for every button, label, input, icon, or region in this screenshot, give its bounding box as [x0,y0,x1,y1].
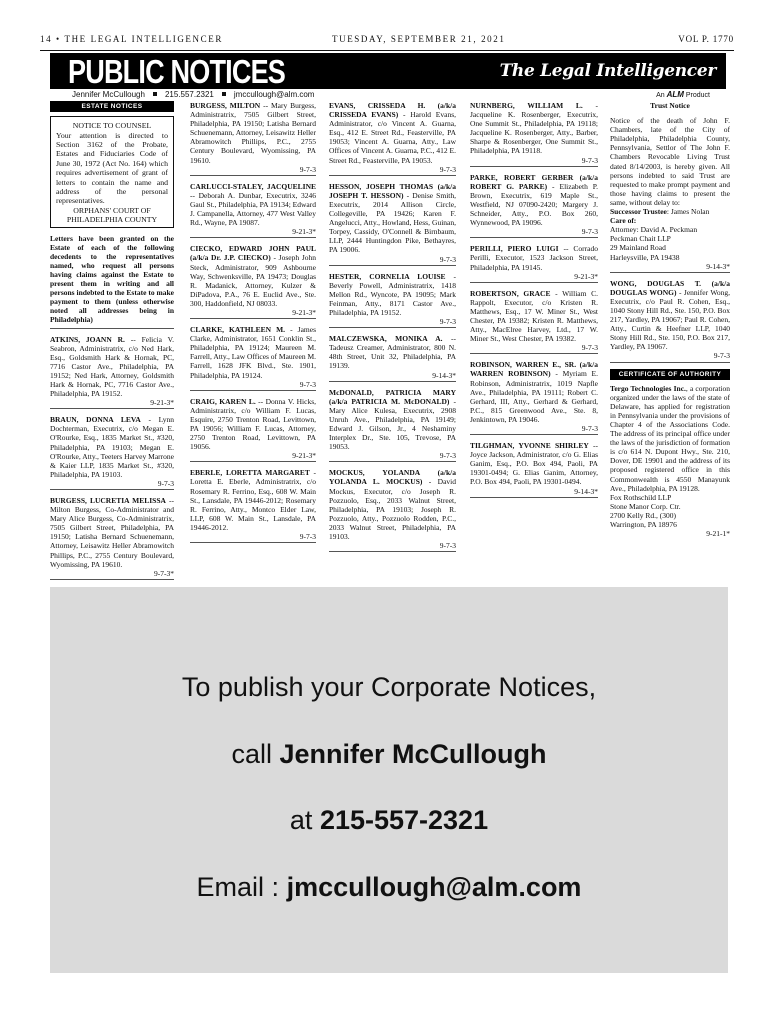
firm-line: Stone Manor Corp. Ctr. [610,501,681,511]
notice-code: 9-7-3 [581,343,598,353]
square-bullet-icon [153,92,157,96]
attorney-line: Peckman Chait LLP [610,234,671,244]
trust-notice-title: Trust Notice [650,101,690,110]
estate-notice: BURGESS, LUCRETIA MELISSA -- Milton Burgess, Co-Administrator and Mary Alice Burgess, Co-Administratrix, 7505 Gilbert Street, Philadelphia, PA 19150; Latisha Bernard Schuenemann, Attorney, Leisawitz Heller Abramowitch Phillips, P.C., 2755 Century Boulevard, Wyomissing, PA 19610. 9-7-3* [50,496,174,580]
column-4 [470,101,598,504]
decedent-name: CARLUCCI-STALEY, JACQUELINE [190,181,316,191]
decedent-name: WONG, DOUGLAS T. (a/k/a DOUGLAS WONG) [610,278,730,297]
decedent-name: ROBERTSON, GRACE [470,288,551,298]
notice-code: 9-7-3 [581,227,598,237]
page-folio: 14 • THE LEGAL INTELLIGENCER [40,34,223,44]
column-2 [190,101,316,549]
decedent-name: MALCZEWSKA, MONIKA A. [329,334,443,344]
estate-notice: WONG, DOUGLAS T. (a/k/a DOUGLAS WONG) - Jennifer Wong, Executrix, c/o Paul R. Cohen, Esq., 1040 Stony Hill Rd., Ste. 150, P.O. Box 217, Yardley, PA 19067; Paul R. Cohen, Atty., Curtin & Heefner LLP, 1040 Stony Hill Rd., Ste. 150, P.O. Box 217, Yardley, PA 19067. 9-7-3 [610,279,730,363]
square-bullet-icon [222,92,226,96]
decedent-name: EVANS, CRISSEDA H. (a/k/a CRISSEDA EVANS) [329,101,456,120]
box-body: Your attention is directed to Section 3162 of the Probate, Estates and Fiduciaries Code of June 30, 1972 (Act No. 164) which requires advertisement of grant of letters to contain the name and address of the personal representatives. [56,130,168,206]
decedent-name: BURGESS, LUCRETIA MELISSA [50,496,166,505]
ad-line-2: call Jennifer McCullough [231,739,547,769]
estate-notice: BURGESS, MILTON -- Mary Burgess, Administratrix, 7505 Gilbert Street, Philadelphia, PA 19150; Latisha Bernard Schuenemann, Attorney, Leisawitz Heller Abramowitch Phillips, P.C., 2755 Century Boulevard, Wyomissing, PA 19610. 9-7-3 [190,101,316,176]
notice-code: 9-21-3* [292,451,316,461]
notice-code: 9-7-3 [157,478,174,488]
ad-line-3: at 215-557-2321 [289,805,489,835]
issue-date: TUESDAY, SEPTEMBER 21, 2021 [332,34,506,44]
notice-code: 9-7-3 [439,317,456,327]
firm-line: 2700 Kelly Rd., (300) [610,510,677,520]
letters-intro: Letters have been granted on the Estate of each of the following decedents to the representatives named, who request all persons having claims against the Estate to present them in writing and all persons indebted to the Estate to make payment to them (unless otherwise noted all addresses being in Philadelphia) [50,234,174,329]
legal-intelligencer-logo: The Legal Intelligencer [499,61,716,81]
notice-code: 9-7-3 [439,164,456,174]
decedent-name: McDONALD, PATRICIA MARY (a/k/a PATRICIA M. McDONALD) [329,387,456,406]
contact-line [72,90,314,99]
decedent-name: CIECKO, EDWARD JOHN PAUL (a/k/a Dr. J.P. CIECKO) [190,244,316,263]
estate-notice: MOCKUS, YOLANDA (a/k/a YOLANDA L. MOCKUS) - David Mockus, Executor, c/o Joseph R. Pozzuolo, Esq., 2033 Walnut Street, Philadelphia, PA 19103; Joseph R. Pozzuolo, Atty., Pozzuolo Rodden, P.C., 2033 Walnut Street, Philadelphia, PA 19103. 9-7-3 [329,468,456,552]
decedent-name: ATKINS, JOANN R. [50,334,125,344]
estate-notice: HESTER, CORNELIA LOUISE - Beverly Powell, Administratrix, 1418 Mellon Rd., Wyncote, PA 19095; Mark Feinman, Atty., 8171 Castor Ave., Philadelphia, PA 19152. 9-7-3 [329,272,456,329]
estate-notice: BRAUN, DONNA LEVA - Lynn Dochterman, Executrix, c/o Megan E. O'Rourke, Esq., 1835 Market St., #320, Philadelphia, PA 19103; Megan E. O'Rourke, Atty., Teeters Harvey Marrone & Kaier LLP, 1835 Market St., #320, Philadelphia, PA 19103. 9-7-3 [50,415,174,490]
attorney-line: 29 Mainland Road [610,243,666,253]
decedent-name: BRAUN, DONNA LEVA [50,415,141,425]
ad-line-4: Email : jmccullough@alm.com [196,872,582,902]
estate-notice: ROBINSON, WARREN E., SR. (a/k/a WARREN ROBINSON) - Myriam E. Robinson, Administratrix, 1019 Napfle Ave., Philadelphia, PA 19111; Robert C. Gerhard, III, Atty., Gerhard & Gerhard, P.C., 815 Greenwood Ave., Ste. 8, Jenkintown, PA 19046. 9-7-3 [470,360,598,435]
decedent-name: PARKE, ROBERT GERBER (a/k/a ROBERT G. PARKE) [470,172,598,191]
page-header-line [40,34,734,51]
notice-code: 9-21-3* [292,307,316,317]
notice-code: 9-21-3* [574,271,598,281]
estate-notice: PARKE, ROBERT GERBER (a/k/a ROBERT G. PARKE) - Elizabeth P. Brown, Executrix, 619 Maple St., Westfield, NJ 07090-2420; Margery J. Schneider, Atty., P.O. Box 260, Wynnewood, PA 19096. 9-7-3 [470,173,598,239]
estate-notice: CIECKO, EDWARD JOHN PAUL (a/k/a Dr. J.P. CIECKO) - Joseph John Steck, Administrator, 909 Ashbourne Way, Schwenksville, PA 19473; Douglas R. Madanick, Attorney, Kulzer & DiPadova, P.A., 76 E. Euclid Ave., Ste. 300, Haddonfield, NJ 08033. 9-21-3* [190,244,316,319]
estate-notice: TILGHMAN, YVONNE SHIRLEY -- Joyce Jackson, Administrator, c/o G. Elias Ganim, Esq., P.O. Box 494, Paoli, PA 19301-0494; G. Elias Ganim, Attorney, P.O. Box 494, Paoli, PA 19301-0494. 9-14-3* [470,441,598,498]
decedent-name: HESSON, JOSEPH THOMAS (a/k/a JOSEPH T. HESSON) [329,181,456,200]
box-title: NOTICE TO COUNSEL [72,121,152,131]
notice-code: 9-7-3 [299,379,316,389]
notice-code: 9-7-3* [154,568,174,578]
estate-notice: ATKINS, JOANN R. -- Felicia V. Seabron, Administratrix, c/o Ned Hark, Esq., Goldsmith Hark & Hornak, PC, 7716 Castor Ave., Philadelphia, PA 19152; Ned Hark, Attorney, Goldsmith Hark & Hornak, PC, 7716 Castor Ave., Philadelphia, PA 19152. 9-21-3* [50,335,174,410]
contact-name: Jennifer McCullough [72,90,145,99]
notice-code: 9-7-3 [439,254,456,264]
volume-page: VOL P. 1770 [678,34,734,44]
estate-notice: McDONALD, PATRICIA MARY (a/k/a PATRICIA M. McDONALD) - Mary Alice Kulesa, Executrix, 2908 Unruh Ave., Philadelphia, PA 19149; Edward J. Gilson, Jr., 4 Neshaminy Interplex Dr., Ste. 105, Trevose, PA 19053. 9-7-3 [329,388,456,463]
notice-code: 9-21-1* [706,529,730,539]
estate-notice: NURNBERG, WILLIAM L. - Jacqueline K. Rosenberger, Executrix, One Summit St., Philadelphia, PA 19118; Jacqueline K. Rosenberger, Atty., Barber, Sharpe & Rosenberger, One Summit St., Philadelphia, PA 19118. 9-7-3 [470,101,598,167]
estate-notice: CRAIG, KAREN L. -- Donna V. Hicks, Administratrix, c/o William F. Lucas, Esquire, 2750 Trenton Road, Levittown, PA 19056; William F. Lucas, Attorney, 2750 Trenton Road, Levittown, PA 19056. 9-21-3* [190,397,316,463]
decedent-name: EBERLE, LORETTA MARGARET [190,468,310,478]
ad-phone: 215-557-2321 [319,805,489,835]
decedent-name: TILGHMAN, YVONNE SHIRLEY [470,441,589,451]
estate-notice: MALCZEWSKA, MONIKA A. -- Tadeusz Creamer, Administrator, 800 N. 48th Street, Unit 32, Philadelphia, PA 19139. 9-14-3* [329,334,456,381]
estate-notices-heading: ESTATE NOTICES [50,101,174,112]
firm-line: Fox Rothschild LLP [610,492,672,502]
notice-code: 9-14-3* [432,370,456,380]
decedent-name: NURNBERG, WILLIAM L. [470,101,583,110]
ad-line-1: To publish your Corporate Notices, [181,672,597,702]
estate-notice: EVANS, CRISSEDA H. (a/k/a CRISSEDA EVANS) - Harold Evans, Administrator, c/o Vincent A. Guarna, Esq., 412 E. Street Rd., Feasterville, PA 19053; Vincent A. Guarna, Atty., Law Offices of Vincent A. Guarna, P.C., 412 E. Street Rd., Feasterville, PA 19053. 9-7-3 [329,101,456,176]
public-notices-banner [50,53,726,89]
successor-trustee-label: Successor Trustee [610,207,667,217]
attorney-line: Attorney: David A. Peckman [610,225,698,235]
notice-code: 9-14-3* [706,261,730,271]
column-3 [329,101,456,558]
column-1 [50,101,174,586]
banner-title: PUBLIC NOTICES [68,53,286,90]
decedent-name: ROBINSON, WARREN E., SR. (a/k/a WARREN ROBINSON) [470,360,598,379]
care-of-label: Care of: [610,216,637,226]
notice-to-counsel-box [50,116,174,227]
decedent-name: PERILLI, PIERO LUIGI [470,244,559,254]
notice-code: 9-14-3* [574,486,598,496]
notice-code: 9-21-3* [150,398,174,408]
firm-line: Warrington, PA 18976 [610,520,677,530]
box-court: ORPHANS' COURT OF PHILADELPHIA COUNTY [66,205,158,225]
certificate-notice: Tergo Technologies Inc., a corporation organized under the laws of the state of Delaware, has applied for registration in Pennsylvania under the provisions of Chapter 4 of the Associations Code. The address of its principal office under the laws of the jurisdiction of formation is c/o 614 N. Dupont Hwy., Ste. 210, Dover, DE 19901 and the address of its proposed registered office in this Commonwealth is 4550 Manayunk Ave., Philadelphia, PA 19128. Fox Rothschild LLP Stone Manor Corp. Ctr. 2700 Kelly Rd., (300) Warrington, PA 18976 9-21-1* [610,383,731,539]
notice-code: 9-7-3 [299,164,316,174]
notice-code: 9-7-3 [439,451,456,461]
decedent-name: HESTER, CORNELIA LOUISE [329,271,446,281]
corporate-notices-ad [50,587,728,973]
notice-code: 9-7-3 [299,532,316,542]
company-name: Tergo Technologies Inc. [610,383,686,393]
contact-phone: 215.557.2321 [164,90,214,99]
trust-notice-body: Notice of the death of John F. Chambers, late of the City of Philadelphia, Philadelphia County, Pennsylvania, Settlor of The John F. Chambers Revocable Living Trust dated 8/14/2003, is hereby given. All persons indebted to said Trust are requested to make prompt payment and those having claims to present the same, without delay to: [610,116,730,207]
ad-contact-name: Jennifer McCullough [279,739,547,769]
alm-logo: ALM [666,90,684,99]
ad-email: jmccullough@alm.com [286,872,582,902]
contact-email: jmccullough@alm.com [233,90,315,99]
decedent-name: BURGESS, MILTON [190,101,261,110]
estate-notice: CLARKE, KATHLEEN M. - James Clarke, Administrator, 1651 Conklin St., Philadelphia, PA 19124; Maureen M. Farrell, Atty., Law Offices of Maureen M. Farrell, 1628 JFK Blvd., Ste. 1901, Philadelphia, PA 19124. 9-7-3 [190,325,316,391]
estate-notice: HESSON, JOSEPH THOMAS (a/k/a JOSEPH T. HESSON) - Denise Smith, Executrix, 2014 Allison Circle, Collegeville, PA 19426; Karen F. Angelucci, Atty., Howland, Hess, Guinan, Torpey, Cassidy, O'Connell & Birnbaum, LLP, 2444 Huntingdon Pike, Bethayres, PA 19006. 9-7-3 [329,182,456,266]
notice-code: 9-7-3 [439,541,456,551]
decedent-name: CRAIG, KAREN L. [190,396,256,406]
notice-code: 9-7-3 [581,424,598,433]
attorney-line: Harleysville, PA 19438 [610,252,680,262]
estate-notice: EBERLE, LORETTA MARGARET - Loretta E. Eberle, Administratrix, c/o Rosemary R. Ferrino, Esq., 608 W. Main St., Lansdale, PA 19446-2012; Rosemary R. Ferrino, Atty., Montco Elder Law, LLP, 608 W. Main St., Lansdale, PA 19446-2012. 9-7-3 [190,468,316,543]
notice-code: 9-7-3 [713,351,730,361]
decedent-name: CLARKE, KATHLEEN M. [190,325,286,335]
alm-product-tag: An ALM Product [656,90,710,99]
notice-code: 9-7-3 [581,155,598,165]
notice-code: 9-21-3* [292,227,316,237]
trust-notice: Trust Notice Notice of the death of John F. Chambers, late of the City of Philadelphia, Philadelphia County, Pennsylvania, Settlor of The John F. Chambers Revocable Living Trust dated 8/14/2003, is hereby given. All persons indebted to said Trust are requested to make prompt payment and those having claims to present the same, without delay to: Successor Trustee: James Nolan Care of: Attorney: David A. Peckman Peckman Chait LLP 29 Mainland Road Harleysville, PA 19438 9-14-3* [610,101,730,273]
estate-notice: CARLUCCI-STALEY, JACQUELINE -- Deborah A. Dunbar, Executrix, 3246 Gaul St., Philadelphia, PA 19134; Edward J. Campanella, Attorney, 477 West Valley Rd., Wayne, PA 19087. 9-21-3* [190,182,316,239]
decedent-name: MOCKUS, YOLANDA (a/k/a YOLANDA L. MOCKUS) [329,468,456,487]
column-5 [610,101,730,545]
estate-notice: ROBERTSON, GRACE - William C. Rappolt, Executor, c/o Kristen R. Matthews, Esq., 17 W. Miner St., West Chester, PA 19382; Kristen R. Matthews, Atty., MacElree Harvey, Ltd., 17 W. Miner St., West Chester, PA 19382. 9-7-3 [470,289,598,355]
estate-notice: PERILLI, PIERO LUIGI -- Corrado Perilli, Executor, 1523 Jackson Street, Philadelphia, PA 19145. 9-21-3* [470,244,598,282]
certificate-of-authority-heading: CERTIFICATE OF AUTHORITY [610,369,730,380]
